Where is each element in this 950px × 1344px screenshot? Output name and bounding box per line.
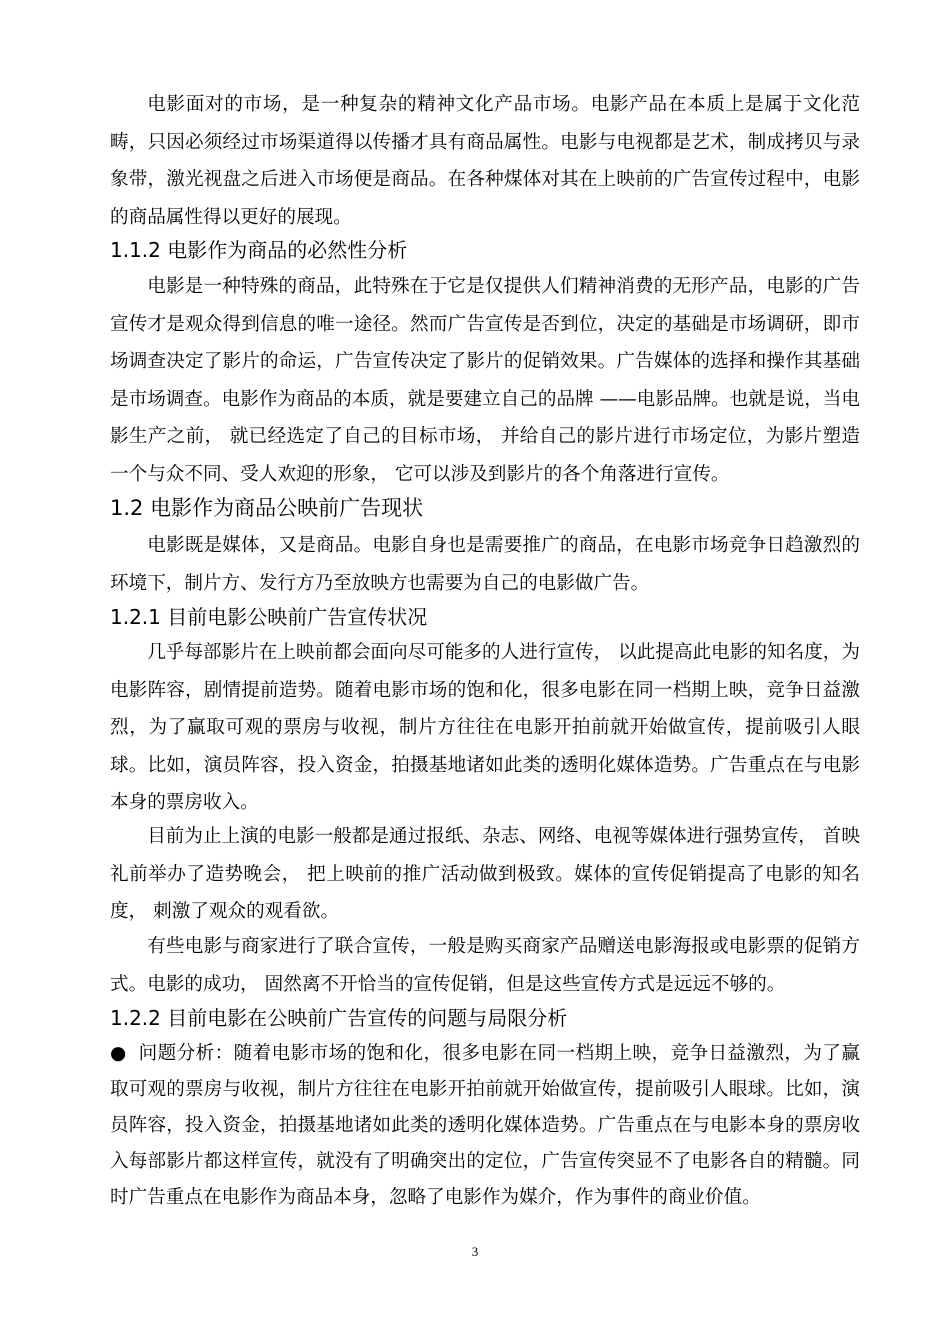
paragraph-media-and-commodity: [110, 527, 860, 602]
page-number: 3: [471, 1244, 479, 1259]
section-heading: 1.2 电影作为商品公映前广告现状: [110, 496, 424, 520]
heading-1-2-2: [110, 1002, 860, 1034]
bullet-icon: ●: [110, 1043, 127, 1064]
paragraph-text: 电影面对的市场，是一种复杂的精神文化产品市场。电影产品在本质上是属于文化范畴，只因必须经过市场渠道得以传播才具有商品属性。电影与电视都是艺术，制成拷贝与录象带，激光视盘之后进入市场便是商品。在各种煤体对其在上映前的广告宣传过程中，电影的商品属性得以更好的展现。: [110, 94, 860, 228]
paragraph-text: 几乎每部影片在上映前都会面向尽可能多的人进行宣传， 以此提高此电影的知名度，为电影阵容，剧情提前造势。随着电影市场的饱和化，很多电影在同一档期上映，竞争日益激烈，为了赢取可观的票房与收视，制片方往往在电影开拍前就开始做宣传，提前吸引人眼球。比如，演员阵容，投入资金，拍摄基地诸如此类的透明化媒体造势。广告重点在与电影本身的票房收入。: [110, 642, 860, 814]
paragraph-media-promotion: [110, 818, 860, 931]
paragraph-text: 有些电影与商家进行了联合宣传，一般是购买商家产品赠送电影海报或电影票的促销方式。电影的成功， 固然离不开恰当的宣传促销，但是这些宣传方式是远远不够的。: [110, 936, 860, 995]
section-heading: 1.2.1 目前电影公映前广告宣传状况: [110, 605, 428, 629]
bullet-paragraph: [110, 1036, 860, 1216]
paragraph-text: 电影既是媒体，又是商品。电影自身也是需要推广的商品，在电影市场竞争日趋激烈的环境下，制片方、发行方乃至放映方也需要为自己的电影做广告。: [110, 535, 860, 594]
paragraph-pre-release-promotion: [110, 634, 860, 822]
heading-1-1-2: [110, 234, 860, 266]
bullet-problem-analysis: [110, 1036, 860, 1216]
heading-1-2-1: [110, 601, 860, 633]
paragraph-text: 电影是一种特殊的商品，此特殊在于它是仅提供人们精神消费的无形产品，电影的广告宣传才是观众得到信息的唯一途径。然而广告宣传是否到位，决定的基础是市场调研，即市场调查决定了影片的命运，广告宣传决定了影片的促销效果。广告媒体的选择和操作其基础是市场调查。电影作为商品的本质，就是要建立自己的品牌 ——电影品牌。也就是说，当电影生产之前， 就已经选定了自己的目标市场， 并给自己的影片进行市场定位，为影片塑造一个与众不同、受人欢迎的形象， 它可以涉及到影片的各个角落进行宣传。: [110, 276, 860, 485]
paragraph-joint-promotion: [110, 928, 860, 1003]
bullet-text: 问题分析：随着电影市场的饱和化，很多电影在同一档期上映，竞争日益激烈，为了赢取可观的票房与收视，制片方往往在电影开拍前就开始做宣传，提前吸引人眼球。比如，演员阵容，投入资金，拍摄基地诸如此类的透明化媒体造势。广告重点在与电影本身的票房收入每部影片都这样宣传，就没有了明确突出的定位，广告宣传突显不了电影各自的精髓。同时广告重点在电影作为商品本身，忽略了电影作为媒介，作为事件的商业价值。: [110, 1043, 860, 1208]
heading-1-2: [110, 492, 860, 524]
paragraph-film-market: [110, 86, 860, 236]
paragraph-special-commodity: [110, 268, 860, 494]
section-heading: 1.2.2 目前电影在公映前广告宣传的问题与局限分析: [110, 1006, 568, 1030]
section-heading: 1.1.2 电影作为商品的必然性分析: [110, 238, 408, 262]
paragraph-text: 目前为止上演的电影一般都是通过报纸、杂志、网络、电视等媒体进行强势宣传， 首映礼前举办了造势晚会， 把上映前的推广活动做到极致。媒体的宣传促销提高了电影的知名度， 刺激了观众的观看欲。: [110, 826, 860, 923]
